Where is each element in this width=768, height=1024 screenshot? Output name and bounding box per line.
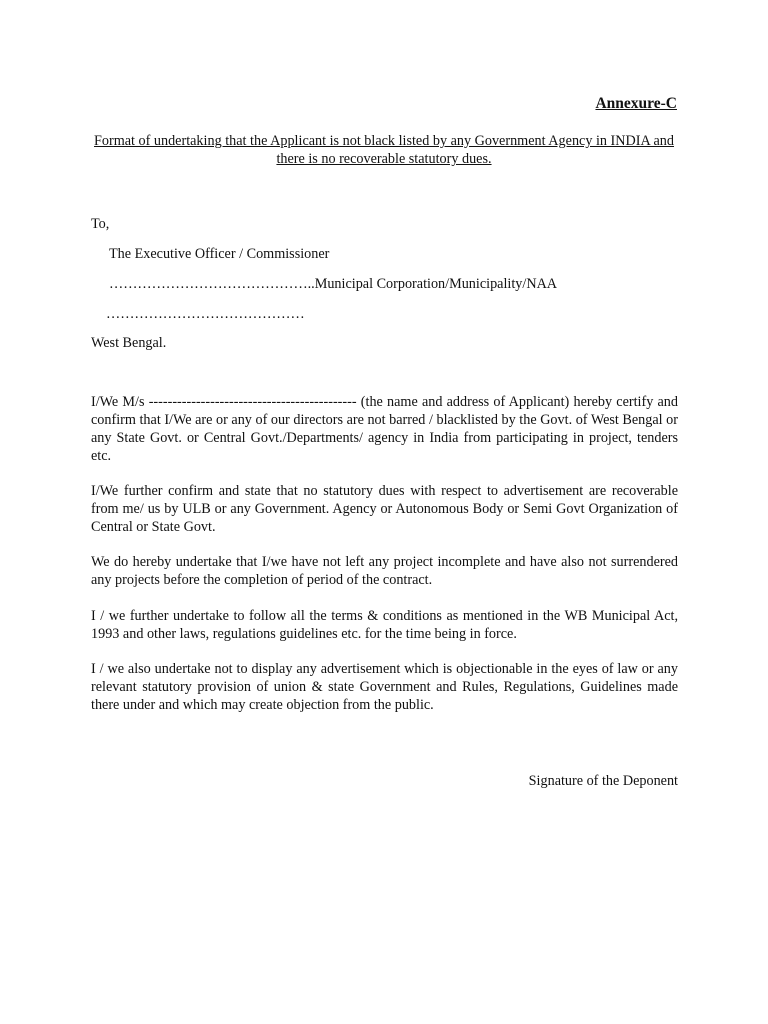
- paragraph-terms: I / we further undertake to follow all the terms & conditions as mentioned in the WB Municipal Act, 1993 and other laws, regulations guidelines etc. for the time being in force.: [91, 608, 678, 642]
- paragraph-projects: We do hereby undertake that I/we have not left any project incomplete and have also not surrendered any projects before the completion of period of the contract.: [91, 554, 678, 588]
- salutation: To,: [91, 216, 110, 232]
- annexure-label: Annexure-C: [595, 95, 677, 112]
- document-title: Format of undertaking that the Applicant is not black listed by any Government Agency in INDIA and there is no recoverable statutory dues.: [94, 133, 674, 167]
- paragraph-certification: I/We M/s -------------------------------------------- (the name and address of Applicant) hereby certify and confirm that I/We are or any of our directors are not barred / blacklisted by the Govt. of West Bengal or any State Govt. or Central Govt./Departments/ agency in India from participating in project, tenders etc.: [91, 394, 678, 464]
- address-line-state: West Bengal.: [91, 335, 167, 351]
- address-line-municipality: ……………………………………..Municipal Corporation/Municipality/NAA: [109, 276, 558, 292]
- paragraph-advertisement: I / we also undertake not to display any advertisement which is objectionable in the eyes of law or any relevant statutory provision of union & state Government and Rules, Regulations, Guidelines made there under and which may create objection from the public.: [91, 661, 678, 713]
- paragraph-statutory-dues: I/We further confirm and state that no statutory dues with respect to advertisement are recoverable from me/ us by ULB or any Government. Agency or Autonomous Body or Semi Govt Organization of Central or State Govt.: [91, 483, 678, 535]
- address-line-officer: The Executive Officer / Commissioner: [109, 246, 330, 262]
- signature-label: Signature of the Deponent: [528, 773, 678, 789]
- address-line-blank: ……………………………………: [106, 306, 305, 322]
